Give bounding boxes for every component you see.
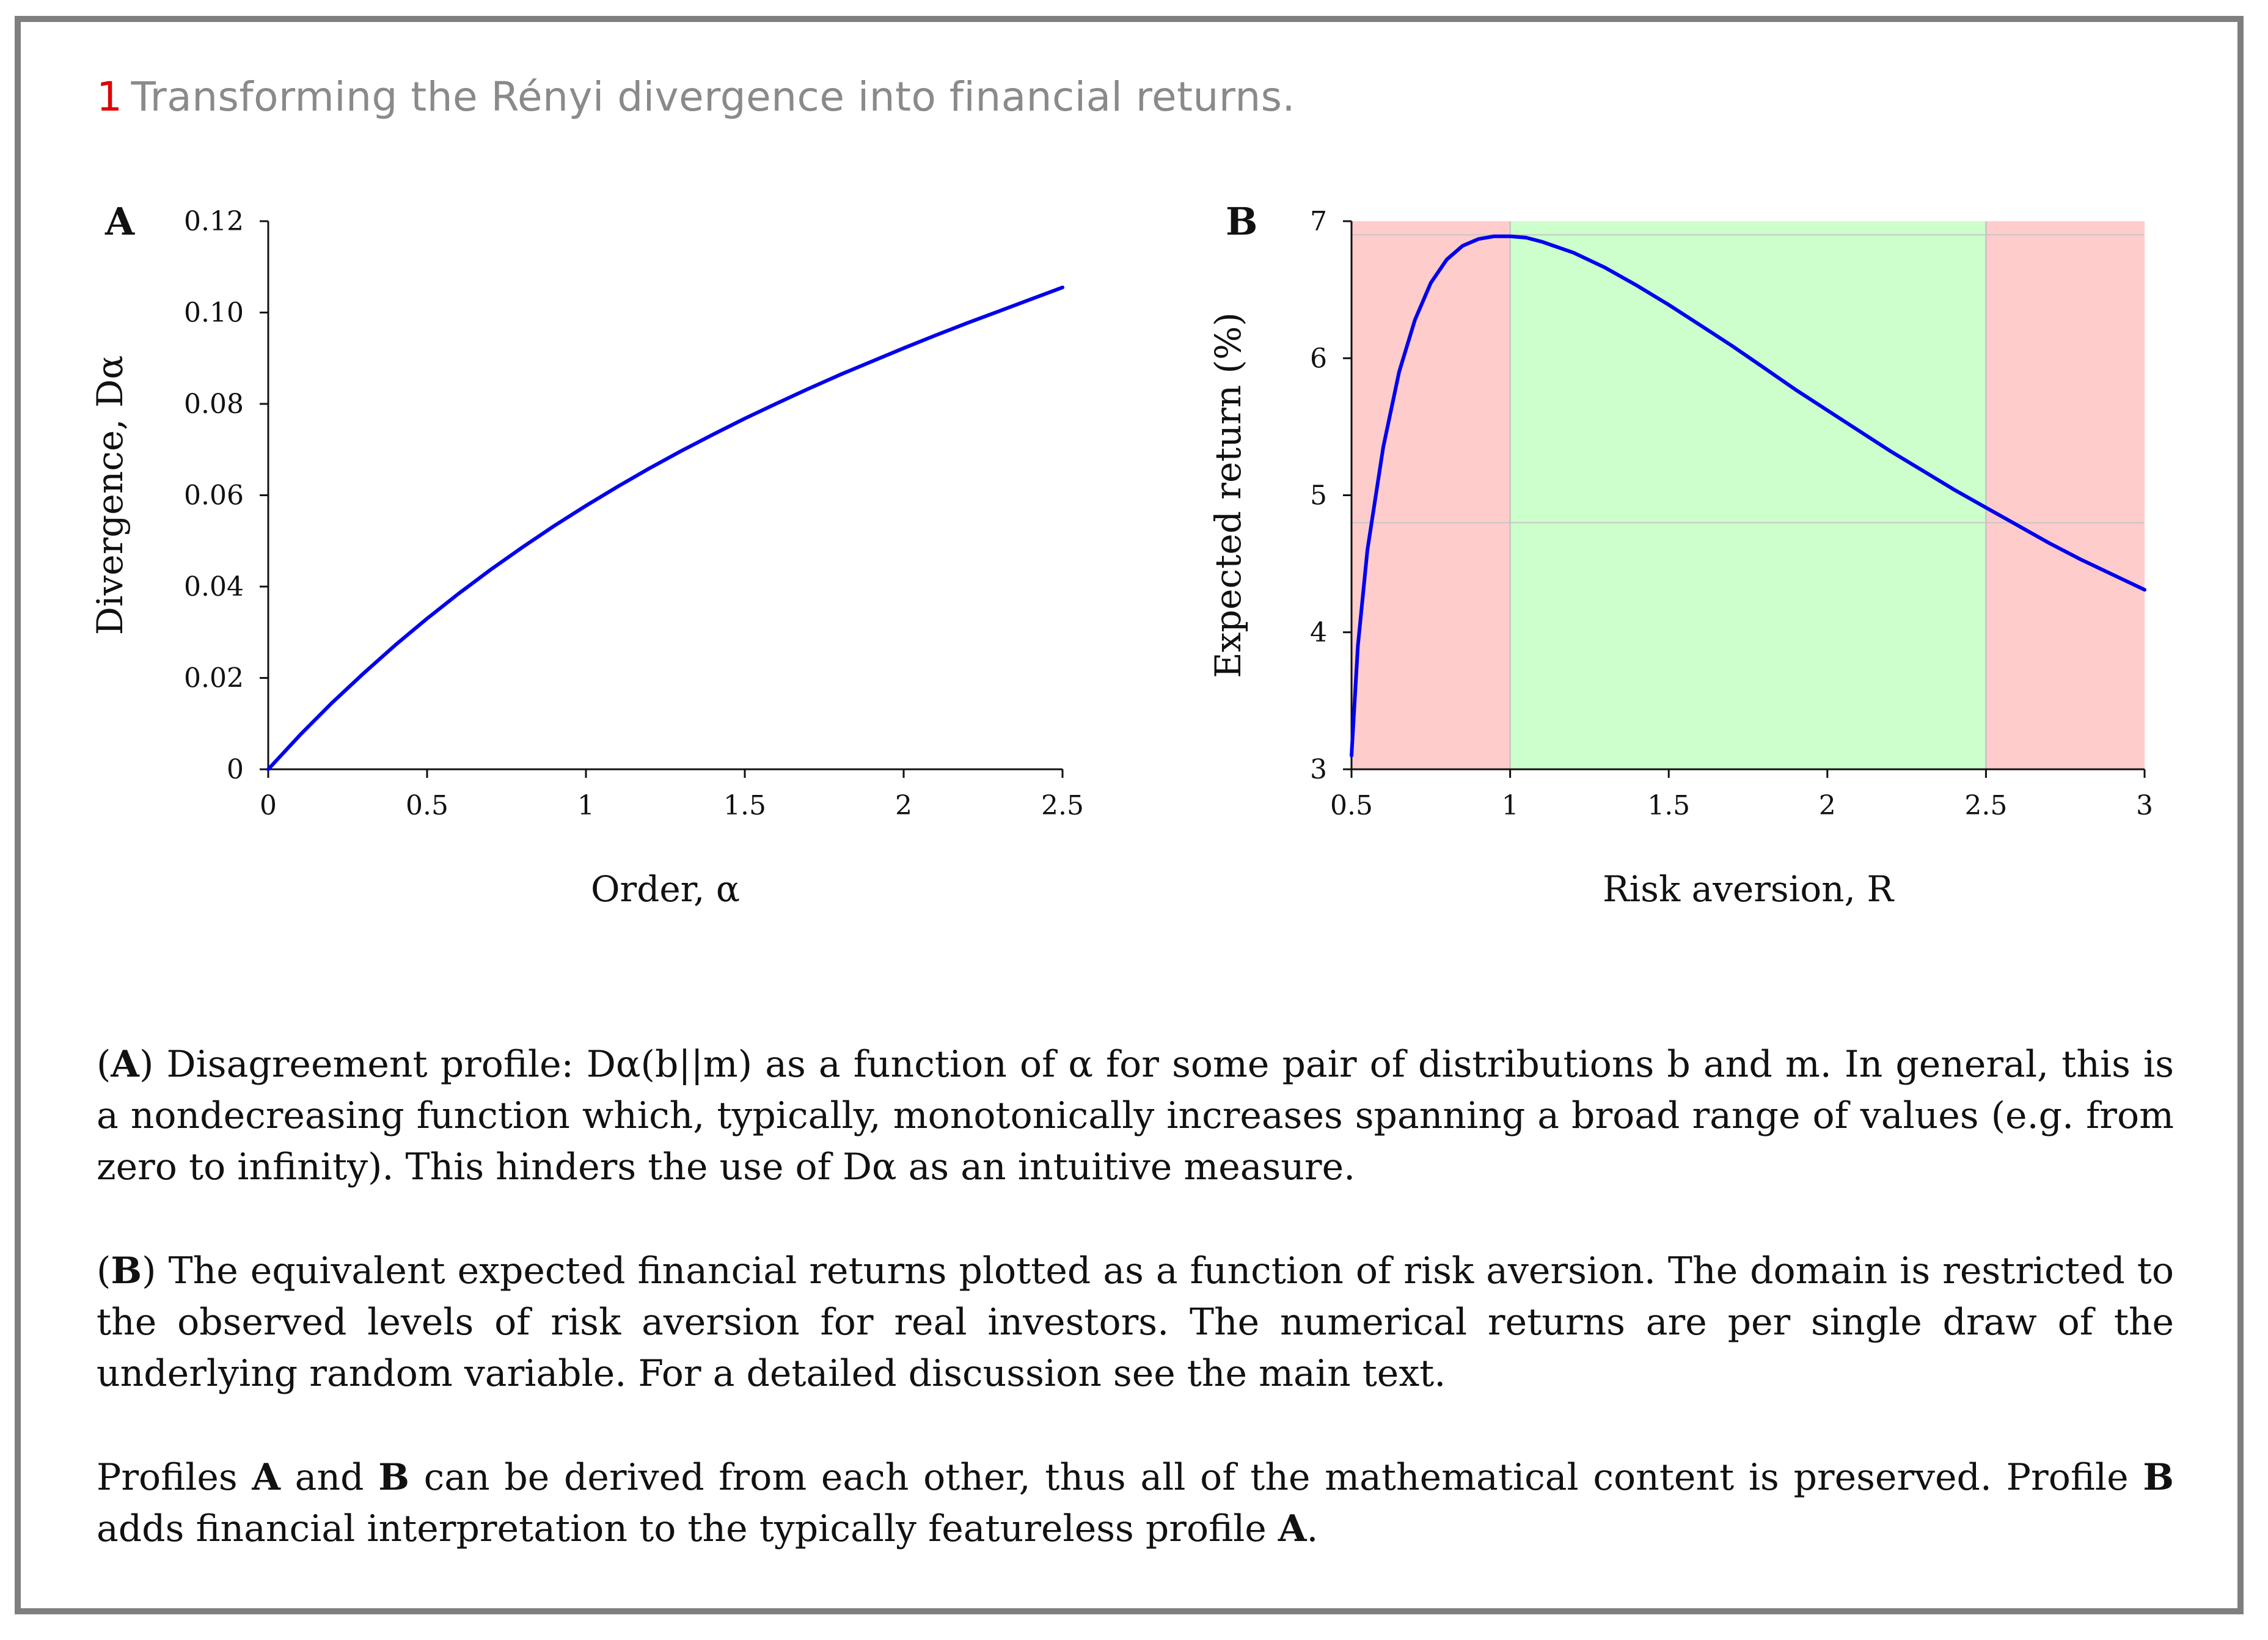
caption-c-text-2: and	[280, 1456, 379, 1499]
caption-b-text: The equivalent expected financial returns plotted as a function of risk aversion. The domain is restricted to the observed levels of risk aversion for real investors. The numerical returns are per single draw of the underlying random variable. For a detailed discussion see the main text.	[97, 1250, 2174, 1395]
x-tick-label: 1.5	[723, 790, 766, 821]
x-tick-label: 0.5	[1330, 790, 1373, 821]
caption-a-text: Disagreement profile: Dα(b||m) as a function of α for some pair of distributions b and m. In general, this is a nondecreasing function which, typically, monotonically increases spanning a broad range of values (e.g. from zero to infinity). This hinders the use of Dα as an intuitive measure.	[97, 1043, 2174, 1188]
caption-c-text-3: can be derived from each other, thus all of the mathematical content is preserved. Profile	[409, 1456, 2143, 1499]
x-tick-label: 3	[2136, 790, 2153, 821]
panel-label: A	[105, 199, 135, 244]
caption-c-bold-2: B	[378, 1456, 409, 1499]
y-tick-label: 6	[1310, 343, 1327, 375]
shaded-region-2	[1986, 221, 2145, 769]
shaded-region-1	[1510, 221, 1986, 769]
x-axis-label: Risk aversion, R	[1602, 868, 1894, 910]
x-tick-label: 2.5	[1964, 790, 2008, 821]
y-tick-label: 3	[1310, 754, 1327, 785]
y-tick-label: 5	[1310, 480, 1327, 511]
y-tick-label: 0.12	[184, 206, 244, 237]
figure-title-text: Transforming the Rényi divergence into financial returns.	[131, 73, 1296, 120]
y-tick-label: 4	[1310, 617, 1327, 648]
panel-label: B	[1226, 199, 1258, 244]
caption-c-text-1: Profiles	[97, 1456, 252, 1499]
panel-a	[89, 199, 1084, 910]
caption-b-label: B	[111, 1250, 142, 1292]
x-tick-label: 0.5	[406, 790, 448, 821]
y-tick-label: 0.06	[184, 480, 244, 511]
x-tick-label: 1	[1501, 790, 1519, 821]
x-tick-label: 1	[577, 790, 594, 821]
caption-c-text-5: .	[1306, 1507, 1319, 1550]
x-tick-label: 2.5	[1041, 790, 1084, 821]
y-axis-label: Expected return (%)	[1207, 312, 1249, 678]
panel-b	[1207, 199, 2153, 910]
y-tick-label: 0.04	[184, 571, 244, 602]
y-tick-label: 0.02	[184, 662, 244, 694]
caption-c-bold-4: A	[1278, 1507, 1307, 1550]
y-tick-label: 0.08	[184, 389, 244, 420]
figure-number: 1	[97, 73, 123, 120]
series-line-0	[268, 287, 1063, 769]
caption-c	[97, 1452, 2174, 1554]
caption-c-bold-1: A	[252, 1456, 280, 1499]
y-tick-label: 7	[1310, 206, 1327, 237]
x-tick-label: 1.5	[1647, 790, 1691, 821]
caption-a: (A) Disagreement profile: Dα(b||m) as a function of α for some pair of distributions b and m. In general, this is a nondecreasing function which, typically, monotonically increases spanning a broad range of values (e.g. from zero to infinity). This hinders the use of Dα as an intuitive measure.	[97, 1043, 2174, 1188]
x-tick-label: 0	[260, 790, 277, 821]
x-tick-label: 2	[1818, 790, 1836, 821]
caption-c-bold-3: B	[2143, 1456, 2175, 1499]
y-axis-label: Divergence, Dα	[89, 355, 131, 635]
y-tick-label: 0.10	[184, 297, 244, 329]
caption-a-label: A	[111, 1043, 139, 1086]
caption-b: (B) The equivalent expected financial returns plotted as a function of risk aversion. The domain is restricted to the observed levels of risk aversion for real investors. The numerical returns are per single draw of the underlying random variable. For a detailed discussion see the main text.	[97, 1250, 2174, 1395]
x-tick-label: 2	[895, 790, 912, 821]
caption-c-text-4: adds financial interpretation to the typically featureless profile	[97, 1507, 1278, 1550]
y-tick-label: 0	[227, 754, 244, 785]
x-axis-label: Order, α	[590, 868, 741, 910]
